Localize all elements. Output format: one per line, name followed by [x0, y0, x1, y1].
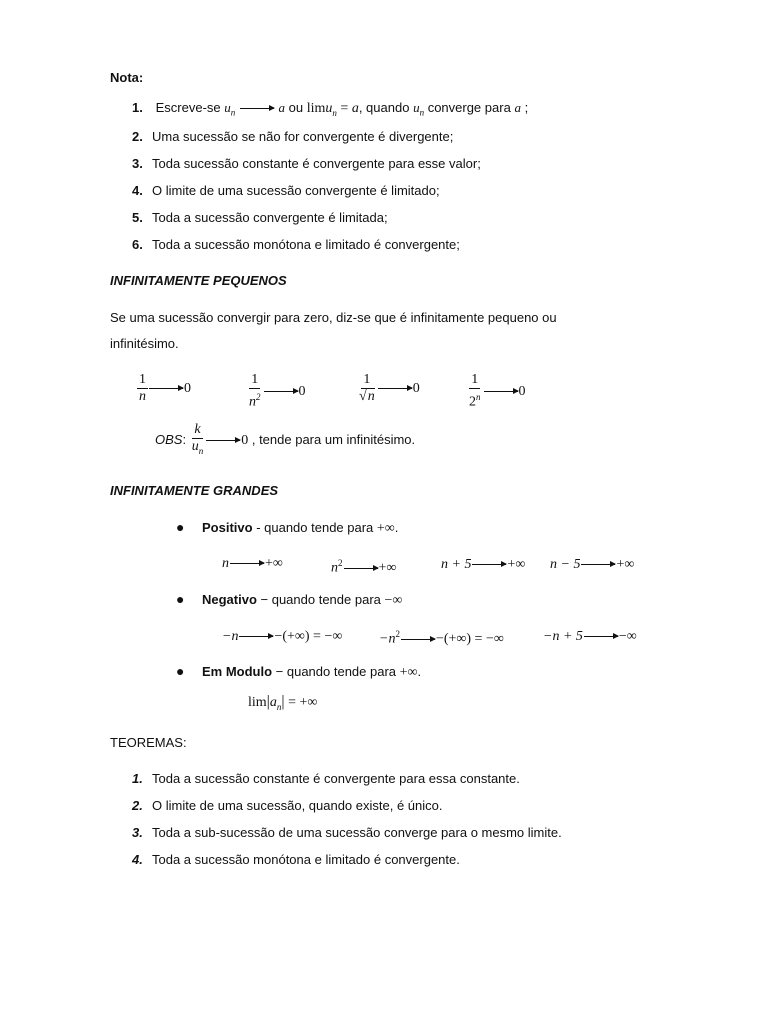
arrow-icon	[264, 391, 298, 392]
frac-den-exp: 2	[256, 392, 261, 402]
paragraph-line: Se uma sucessão convergir para zero, diz-se que é infinitamente pequeno ou	[110, 310, 557, 325]
pos-lhs: n + 5	[441, 557, 472, 572]
negativo-text: − quando tende para	[256, 592, 385, 607]
negativo-symbol: −∞	[384, 593, 403, 608]
nota-item-1-mid: , quando	[358, 100, 410, 115]
fraction-example-4	[467, 372, 526, 411]
nota-item-number: 6.	[132, 237, 143, 252]
limit-target: 0	[241, 432, 249, 448]
nota-item-3	[132, 156, 481, 171]
frac-den-sub: n	[198, 445, 204, 456]
nota-item-text: Toda a sucessão monótona e limitado é convergente;	[152, 237, 460, 252]
nota-item-text: Toda sucessão constante é convergente para esse valor;	[152, 156, 481, 171]
math-u: u	[325, 101, 333, 116]
teorema-item-3	[132, 825, 562, 840]
obs-colon: :	[182, 431, 187, 447]
frac-den: 2	[469, 394, 476, 410]
teorema-number: 4.	[132, 852, 143, 867]
arrow-icon	[401, 639, 435, 640]
neg-rhs: −(+∞) = −∞	[435, 631, 504, 647]
bullet-icon: ●	[176, 591, 185, 607]
math-lim: lim	[306, 101, 326, 116]
neg-rhs: −∞	[618, 629, 637, 644]
heading-infinitamente-grandes: INFINITAMENTE GRANDES	[110, 483, 279, 498]
nota-item-2	[132, 129, 453, 144]
teorema-text: O limite de uma sucessão, quando existe, é único.	[152, 798, 443, 813]
neg-example-2	[379, 629, 504, 648]
nota-item-number: 1.	[132, 100, 143, 115]
pos-example-2	[331, 558, 396, 577]
math-a: a	[351, 101, 359, 116]
paragraph-line: infinitésimo.	[110, 336, 179, 351]
teorema-item-2	[132, 798, 443, 813]
teorema-number: 2.	[132, 798, 143, 813]
neg-example-3	[543, 629, 637, 645]
modulo-rhs: = +∞	[288, 695, 318, 710]
frac-num: k	[194, 422, 201, 437]
arrow-icon	[378, 388, 412, 389]
bullet-icon: ●	[176, 663, 185, 679]
nota-item-1	[132, 100, 528, 118]
limit-target: 0	[184, 380, 191, 396]
nota-item-1-end: ;	[524, 100, 529, 115]
math-a: a	[278, 100, 286, 115]
arrow-icon	[230, 563, 264, 564]
heading-teoremas: TEOREMAS:	[110, 735, 187, 750]
bullet-negativo	[176, 591, 402, 609]
nota-item-4	[132, 183, 440, 198]
sqrt-sign: √	[359, 389, 367, 404]
math-u: u	[224, 100, 231, 115]
fraction-example-1	[137, 372, 191, 405]
modulo-symbol: +∞	[399, 665, 418, 680]
frac-num: 1	[251, 372, 259, 387]
limit-target: 0	[518, 383, 526, 399]
nota-item-text: Uma sucessão se não for convergente é divergente;	[152, 129, 454, 144]
positivo-symbol: +∞	[376, 521, 395, 536]
pos-lhs: n	[331, 560, 338, 576]
nota-item-number: 3.	[132, 156, 143, 171]
obs-text: , tende para um infinitésimo.	[251, 431, 416, 447]
modulo-a: a	[269, 695, 277, 710]
arrow-icon	[584, 636, 618, 637]
nota-item-text: Toda a sucessão convergente é limitada;	[152, 210, 388, 225]
teorema-text: Toda a sucessão monótona e limitado é convergente.	[152, 852, 460, 867]
modulo-lim: lim	[248, 695, 267, 710]
arrow-icon	[239, 636, 273, 637]
modulo-end: .	[417, 664, 422, 679]
pos-lhs-exp: 2	[338, 558, 343, 568]
neg-rhs: −(+∞) = −∞	[274, 629, 343, 644]
positivo-text: - quando tende para	[252, 520, 377, 535]
positivo-end: .	[394, 520, 399, 535]
nota-item-number: 2.	[132, 129, 143, 144]
nota-item-6	[132, 237, 460, 252]
fraction-example-2	[247, 372, 306, 411]
math-eq: =	[340, 101, 349, 116]
arrow-icon	[581, 564, 615, 565]
nota-item-1-ou: ou	[288, 100, 304, 115]
heading-infinitamente-pequenos: INFINITAMENTE PEQUENOS	[110, 273, 287, 288]
frac-den-exp: n	[476, 392, 481, 402]
teorema-number: 3.	[132, 825, 143, 840]
limit-target: 0	[298, 383, 306, 399]
teorema-number: 1.	[132, 771, 143, 786]
neg-example-1	[222, 629, 342, 645]
pos-example-4	[550, 557, 634, 573]
math-sub-n: n	[332, 107, 337, 118]
nota-item-5	[132, 210, 388, 225]
arrow-icon	[206, 440, 240, 441]
neg-lhs-exp: 2	[395, 629, 400, 639]
nota-item-number: 5.	[132, 210, 143, 225]
teorema-item-4	[132, 852, 460, 867]
pos-rhs: +∞	[616, 557, 635, 572]
limit-target: 0	[412, 380, 420, 396]
frac-den: n	[367, 389, 375, 404]
positivo-label: Positivo	[202, 520, 253, 535]
modulo-formula: $\lim|a_n|$ = +∞	[248, 693, 318, 712]
frac-num: 1	[471, 372, 479, 387]
arrow-icon	[240, 108, 274, 109]
teorema-text: Toda a sub-sucessão de uma sucessão converge para o mesmo limite.	[152, 825, 562, 840]
neg-lhs: −n	[222, 629, 239, 644]
nota-item-text: O limite de uma sucessão convergente é limitado;	[152, 183, 440, 198]
frac-num: 1	[363, 372, 371, 387]
arrow-icon	[472, 564, 506, 565]
nota-item-number: 4.	[132, 183, 143, 198]
pos-rhs: +∞	[378, 560, 397, 576]
neg-lhs: −n	[379, 631, 396, 647]
math-u: u	[413, 100, 420, 115]
frac-den: u	[191, 439, 199, 454]
modulo-text: − quando tende para	[272, 664, 400, 679]
nota-title: Nota:	[110, 70, 144, 85]
frac-num: 1	[139, 372, 146, 387]
modulo-label: Em Modulo	[202, 664, 273, 679]
nota-item-1-pre: Escreve-se	[155, 100, 221, 115]
frac-den: n	[249, 394, 256, 410]
pos-rhs: +∞	[507, 557, 526, 572]
math-a: a	[514, 100, 521, 115]
pos-example-1	[222, 556, 283, 572]
nota-item-1-conv: converge para	[427, 100, 511, 115]
math-sub-n: n	[419, 107, 425, 118]
pos-lhs: n	[222, 556, 229, 571]
pos-example-3	[441, 557, 525, 573]
pos-rhs: +∞	[265, 556, 283, 571]
neg-lhs: −n + 5	[543, 629, 583, 644]
math-sub-n: n	[230, 107, 236, 118]
obs-line	[155, 422, 415, 459]
arrow-icon	[149, 388, 183, 389]
frac-den: n	[139, 389, 146, 404]
bullet-icon: ●	[176, 519, 185, 535]
fraction-example-3	[357, 372, 420, 405]
teorema-item-1	[132, 771, 520, 786]
teorema-text: Toda a sucessão constante é convergente para essa constante.	[152, 771, 520, 786]
pos-lhs: n − 5	[550, 557, 581, 572]
bullet-modulo	[176, 663, 421, 681]
arrow-icon	[484, 391, 518, 392]
arrow-icon	[344, 568, 378, 569]
obs-label: OBS	[155, 431, 183, 447]
negativo-label: Negativo	[202, 592, 257, 607]
bullet-positivo	[176, 519, 398, 537]
modulo-sub: n	[276, 701, 282, 712]
